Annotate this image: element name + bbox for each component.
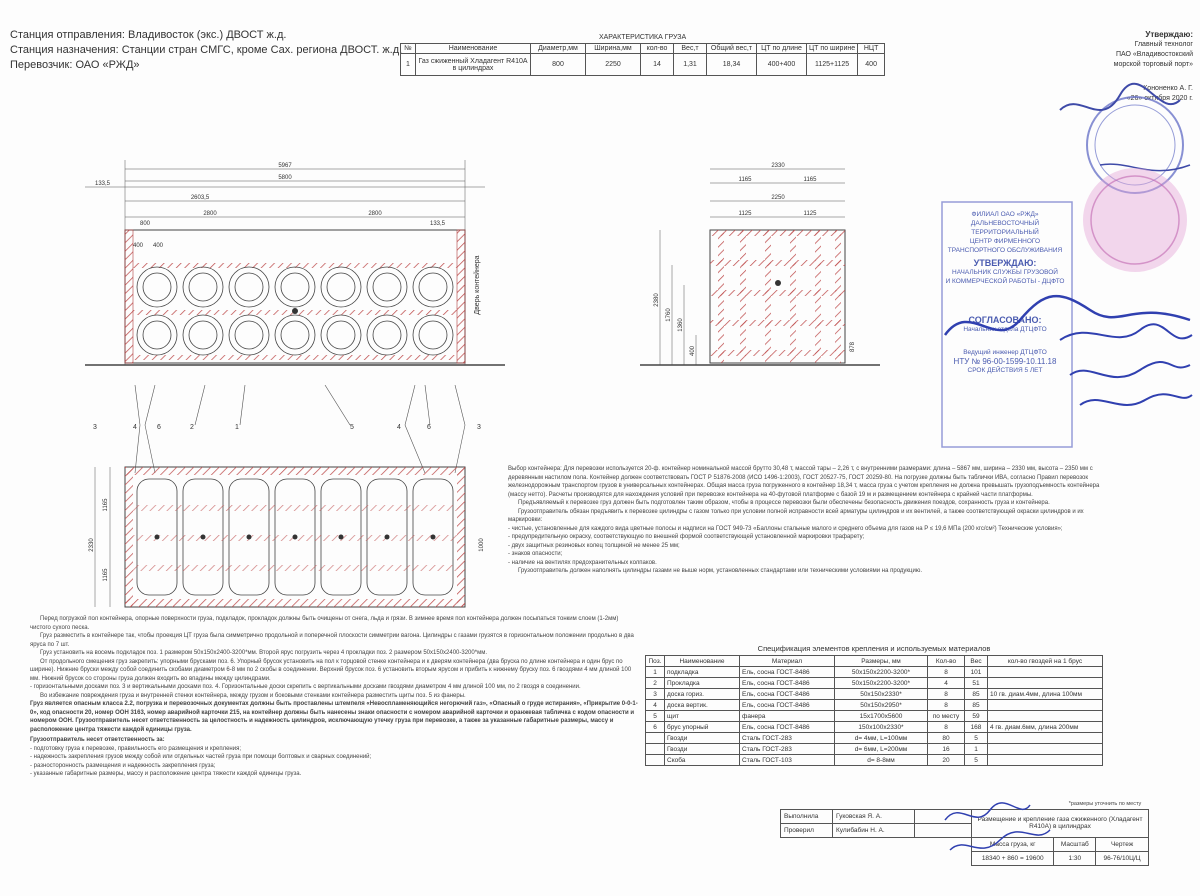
spec-cell: 3 (646, 689, 665, 700)
tb-doc-title: Размещение и крепление газа сжиженного (Хладагент R410A) в цилиндрах (972, 809, 1149, 837)
resp-item-3: - разносторонность размещения и надежность закрепления груза; (30, 762, 216, 769)
loading-instructions (30, 615, 638, 779)
v-dim-1360: 1360 (678, 318, 684, 332)
dim-133-right: 133,5 (430, 221, 446, 227)
end-dim-1165-b: 1165 (803, 177, 817, 183)
stamp-line-4: ТРАНСПОРТНОГО ОБСЛУЖИВАНИЯ (947, 247, 1063, 254)
shipment-header (10, 28, 402, 73)
tb-role-1: Выполнила (781, 809, 833, 823)
tb-mass-label: Масса груза, кг (972, 837, 1054, 851)
spec-cell: 5 (965, 733, 988, 744)
plan-view-drawing (85, 465, 505, 615)
spec-cell: Ель, сосна ГОСТ-8486 (740, 689, 835, 700)
spec-col-name: Наименование (665, 656, 740, 667)
cargo-table-title: ХАРАКТЕРИСТИКА ГРУЗА (598, 34, 687, 41)
spec-cell: d= 4мм, L=100мм (835, 733, 928, 744)
note-container-choice: Выбор контейнера: Для перевозки используется 20-ф. контейнер номинальной массой брутто 30,48 т, массой тары – 2,26 т, с внутренними размерами: длина – 5867 мм, ширина – 2330 мм, высота – 2350 мм с деревянным настилом пола. Контейнер должен соответствовать ГОСТ Р 51876-2008 (ИСО 1496-1:2003), ГОСТ 20527-75, ГОСТ 20259-80. На погрузке должны быть таблички ИВА, согласно Правил перевозок железнодорожным транспортом грузов в универсальных контейнерах. Общая масса груза погруженного в контейнер 18,34 т, масса груза с учетом крепления не должна превышать грузоподъемность контейнера (массу нетто). Расчеты производятся для нахождения условий при перевозке контейнера на 40-футовой платформе с базой 19 м и размещением контейнера с крайней части платформы. (508, 466, 1100, 498)
spec-cell: 50х150х2200-3200* (835, 678, 928, 689)
destination-station: Станция назначения: Станции стран СМГС, кроме Сах. региона ДВОСТ. ж.д. (10, 44, 403, 56)
end-dim-2330: 2330 (771, 163, 785, 169)
approval-company-1: ПАО «Владивостокский (1115, 51, 1193, 58)
spec-cell: щит (665, 711, 740, 722)
spec-row (646, 722, 1103, 733)
spec-cell: 51 (965, 678, 988, 689)
col-diameter: Диаметр,мм (531, 44, 586, 54)
spec-col-qty: Кол-во (928, 656, 965, 667)
signatures (940, 200, 1195, 460)
title-block-signatures (940, 790, 1060, 870)
note-p7: - знаков опасности; (508, 551, 563, 557)
dim-800: 800 (140, 221, 151, 227)
spec-col-material: Материал (740, 656, 835, 667)
spec-cell: Сталь ГОСТ-283 (740, 744, 835, 755)
col-name: Наименование (416, 44, 531, 54)
spec-cell: d= 6мм, L=200мм (835, 744, 928, 755)
spec-col-size: Размеры, мм (835, 656, 928, 667)
v-dim-2380: 2380 (654, 293, 660, 307)
note-left2: Груз разместить в контейнере так, чтобы проекция ЦТ груза была симметрично продольной и поперечной плоскости симметрии вагона. Цилиндры с газами грузятся в горизонтальном положении продольно в два яруса по 7 шт. (30, 633, 634, 648)
spec-row (646, 733, 1103, 744)
door-label: Дверь контейнера (474, 255, 481, 315)
stamp-line-7: И КОММЕРЧЕСКОЙ РАБОТЫ - ДЦФТО (945, 278, 1065, 285)
spec-cell (988, 733, 1103, 744)
v-dim-878: 878 (850, 341, 856, 353)
spec-row (646, 711, 1103, 722)
spec-cell: Гвозди (665, 744, 740, 755)
spec-cell: 101 (965, 667, 988, 678)
spec-cell: 5 (646, 711, 665, 722)
spec-cell (988, 744, 1103, 755)
spec-row (646, 678, 1103, 689)
spec-cell: Ель, сосна ГОСТ-8486 (740, 722, 835, 733)
spec-cell: Скоба (665, 755, 740, 766)
spec-cell: 16 (928, 744, 965, 755)
stamp-validity: СРОК ДЕЙСТВИЯ 5 ЛЕТ (967, 367, 1043, 374)
container-requirements (508, 465, 1100, 576)
spec-cell: 5 (965, 755, 988, 766)
stamp-line-6: НАЧАЛЬНИК СЛУЖБЫ ГРУЗОВОЙ (952, 269, 1058, 276)
cargo-table-header (401, 44, 885, 54)
tb-scale-value: 1:30 (1054, 851, 1096, 865)
callout-4: 4 (133, 424, 137, 431)
spec-cell: d= 8-8мм (835, 755, 928, 766)
spec-cell: 15х1700х5600 (835, 711, 928, 722)
spec-cell: 20 (928, 755, 965, 766)
spec-cell: 50х150х2950* (835, 700, 928, 711)
note-left3: Груз установить на восемь подкладок поз. 1 размером 50х150х2400-3200*мм. Второй ярус погрузить через 4 прокладки поз. 2 размером 50х150х2400-3200*мм. (40, 650, 487, 656)
spec-cell: 1 (965, 744, 988, 755)
stamp-agreed: СОГЛАСОВАНО: (968, 315, 1042, 325)
approval-company-2: морской торговый порт» (1113, 61, 1193, 68)
spec-cell: 50х150х2200-3200* (835, 667, 928, 678)
note-left6: Во избежание повреждения груза и внутренней стенки контейнера, между грузом и боковыми стенками контейнера разместить щиты поз. 5 из фанеры. (40, 692, 466, 699)
spec-row (646, 700, 1103, 711)
spec-cell: доска вертик. (665, 700, 740, 711)
carrier: Перевозчик: ОАО «РЖД» (10, 59, 140, 71)
spec-footnote: *размеры уточнить по месту (1068, 801, 1142, 807)
spec-cell (988, 678, 1103, 689)
approval-label: Утверждаю: (1145, 30, 1193, 39)
callout-6b: 6 (427, 424, 431, 431)
spec-cell: 80 (928, 733, 965, 744)
spec-cell: фанера (740, 711, 835, 722)
departure-station: Станция отправления: Владивосток (экс.) ДВОСТ ж.д. (10, 29, 287, 41)
spec-cell: 4 (646, 700, 665, 711)
resp-item-1: - подготовку груза к перевозке, правильность его размещения и крепления; (30, 745, 241, 752)
spec-cell: Ель, сосна ГОСТ-8486 (740, 700, 835, 711)
col-cg-length: ЦТ по длине (757, 44, 807, 54)
callout-2: 2 (190, 424, 194, 431)
spec-row (646, 689, 1103, 700)
spec-cell: 59 (965, 711, 988, 722)
note-left7: Груз является опасным класса 2.2, погрузка и перевозочных документах должны быть проставлены штемпеля «Невоспламеняющийся негорючий газ», «Опасный о груде истирания», «Прикрытие 0-0-1-0», код опасности 20, номер ООН 3163, номер аварийной карточки 215, на контейнер должны быть нанесены знаки опасности с номером аварийной карточки и оранжевая табличка с кодом опасности и номером ООН. Грузоотправитель несет ответственность за целостность и надежность цилиндров, исключающую утечку груза при перевозке, а также за указанные габаритные размеры, массу и расположение центра тяжести каждой единицы груза. (30, 701, 638, 733)
stamp-line-3: ЦЕНТР ФИРМЕННОГО (969, 238, 1041, 245)
note-p8: - наличие на вентилях предохранительных колпаков. (508, 559, 657, 566)
spec-cell: 8 (928, 667, 965, 678)
col-width: Ширина,мм (586, 44, 641, 54)
callout-1: 1 (235, 424, 239, 431)
spec-cell: Сталь ГОСТ-283 (740, 733, 835, 744)
note-p2: Предъявляемый к перевозке груз должен быть подготовлен таким образом, чтобы в процессе перевозки были обеспечены безопасность движения поездов, сохранность груза и контейнера. (518, 500, 1050, 506)
note-left5: - горизонтальными досками поз. 3 и вертикальными досками поз. 4. Горизонтальные доски скрепить с вертикальными досками гвоздями диаметром 4 мм длиной 100 мм, по 2 гвоздя в соединении. (30, 684, 581, 690)
specification (645, 644, 1103, 766)
col-cg-height: НЦТ (858, 44, 885, 54)
spec-cell (646, 744, 665, 755)
spec-cell: 50х150х2330* (835, 689, 928, 700)
spec-cell: 1 (646, 667, 665, 678)
end-dim-1125-b: 1125 (803, 211, 817, 217)
dim-5800: 5800 (278, 175, 292, 181)
spec-title: Спецификация элементов крепления и используемых материалов (757, 644, 991, 653)
col-qty: кол-во (641, 44, 674, 54)
callout-6: 6 (157, 424, 161, 431)
spec-col-nails: кол-во гвоздей на 1 брус (988, 656, 1103, 667)
note-p6: - двух защитных резиновых колец толщиной не менее 25 мм; (508, 542, 680, 549)
spec-cell: Ель, сосна ГОСТ-8486 (740, 667, 835, 678)
spec-row (646, 744, 1103, 755)
spec-cell (988, 755, 1103, 766)
cargo-table-row: 1 Газ сжиженный Хладагент R410A в цилиндрах 800 2250 14 1,31 18,34 400+400 1125+1125 400 (401, 54, 885, 76)
tb-sheet-label: Чертеж (1096, 837, 1149, 851)
callout-3: 3 (93, 424, 97, 431)
spec-cell: Гвозди (665, 733, 740, 744)
spec-cell (988, 711, 1103, 722)
cargo-table (400, 43, 885, 76)
approval-date: «26» октября 2020 г. (1126, 95, 1193, 102)
plan-dim-1000: 1000 (479, 538, 485, 552)
callout-4b: 4 (397, 424, 401, 431)
spec-cell: 8 (928, 700, 965, 711)
note-p4: - чистые, установленные для каждого вида цветные полосы и надписи на ГОСТ 949-73 «Баллоны стальные малого и среднего объема для газов на Р ≤ 19,6 МПа (200 кгс/см²) Технические условия»; (508, 525, 1063, 532)
spec-header (646, 656, 1103, 667)
dim-2800-a: 2800 (203, 211, 217, 217)
callout-3b: 3 (477, 424, 481, 431)
stamp-line-1: ФИЛИАЛ ОАО «РЖД» (971, 211, 1039, 218)
dim-2603: 2603,5 (190, 195, 210, 201)
note-left1: Перед погрузкой пол контейнера, опорные поверхности груза, подкладок, прокладок должны быть очищены от снега, льда и грязи. В зимнее время пол контейнера должен посыпаться тонким слоем (1-2мм) чистого сухого песка. (30, 616, 619, 631)
tb-name-2: Кулибабин Н. А. (833, 823, 915, 837)
spec-row (646, 755, 1103, 766)
dim-133-left: 133,5 (95, 181, 111, 187)
spec-cell: 10 гв. диам.4мм, длина 100мм (988, 689, 1103, 700)
plan-dim-1165-b: 1165 (103, 568, 109, 582)
spec-cell (646, 733, 665, 744)
tb-scale-label: Масштаб (1054, 837, 1096, 851)
v-dim-400: 400 (690, 345, 696, 357)
spec-cell: 85 (965, 689, 988, 700)
spec-cell: 85 (965, 700, 988, 711)
approval-position: Главный технолог (1134, 41, 1193, 48)
col-weight: Вес,т (674, 44, 707, 54)
stamp-approve: УТВЕРЖДАЮ: (973, 258, 1037, 268)
dim-400-a: 400 (133, 243, 144, 249)
responsibility-title: Грузоотправитель несет ответственность за: (30, 737, 165, 743)
stamp-line-2: ДАЛЬНЕВОСТОЧНЫЙ ТЕРРИТОРИАЛЬНЫЙ (970, 220, 1040, 236)
col-total-weight: Общий вес,т (707, 44, 757, 54)
cargo-characteristics (400, 34, 885, 76)
end-dim-1165-a: 1165 (738, 177, 752, 183)
spec-cell: по месту (928, 711, 965, 722)
approval-signer: Кононенко А. Г. (1143, 85, 1193, 92)
spec-cell: Прокладка (665, 678, 740, 689)
plan-dim-1165-a: 1165 (103, 498, 109, 512)
spec-cell: подкладка (665, 667, 740, 678)
stamp-line-10: Ведущий инженер ДТЦФТО (963, 349, 1047, 356)
col-no: № (401, 44, 416, 54)
callout-5: 5 (350, 424, 354, 431)
spec-cell: 8 (928, 722, 965, 733)
end-dim-1125-a: 1125 (738, 211, 752, 217)
spec-cell: 2 (646, 678, 665, 689)
resp-item-2: - надежность закрепления грузов между собой или отдельных частей груза при помощи болтовых и сварных соединений; (30, 754, 372, 760)
spec-row (646, 667, 1103, 678)
note-p3: Грузоотправитель обязан предъявить к перевозке цилиндры с газом только при условии полной исправности всей арматуры цилиндров и их вентилей, а также соответствующей окраски цилиндров и их маркировки: (508, 508, 1084, 523)
end-dim-2250: 2250 (771, 195, 785, 201)
tb-sheet-value: 96-76/10Ц/Ц (1096, 851, 1149, 865)
spec-cell: Сталь ГОСТ-103 (740, 755, 835, 766)
end-view-drawing (640, 155, 880, 385)
spec-cell (988, 700, 1103, 711)
stamp-ntu: НТУ № 96-00-1599-10.11.18 (953, 357, 1057, 366)
spec-cell: 4 (928, 678, 965, 689)
stamp-line-9: Начальник отдела ДТЦФТО (963, 326, 1047, 333)
v-dim-1760: 1760 (666, 308, 672, 322)
spec-table (645, 655, 1103, 766)
plan-dim-2330: 2330 (89, 538, 95, 552)
tb-name-1: Гуковская Я. А. (833, 809, 915, 823)
col-cg-width: ЦТ по ширине (807, 44, 858, 54)
spec-col-weight: Вес (965, 656, 988, 667)
spec-cell: 168 (965, 722, 988, 733)
callout-leaders (85, 385, 525, 475)
spec-cell: брус упорный (665, 722, 740, 733)
note-left4: От продольного смещения груз закрепить: упорными брусками поз. 6. Упорный брусок установить на пол к торцовой стенке контейнера и к дверям контейнера (два бруска по длине контейнера и один брус по ширине). Нижние бруски между собой соединить скобами диаметром 6-8 мм по 2 скобы в соединении. Верхний брусок поз. 6 установить вторым ярусом и прибить к нижнему бруску поз. 6 гвоздями 4 мм длиной 100 мм. Нижний брусок со стороны груза должен входить во впадины между цилиндрами. (30, 658, 632, 682)
spec-cell: 150х100х2330* (835, 722, 928, 733)
dim-400-b: 400 (153, 243, 164, 249)
dim-2800-b: 2800 (368, 211, 382, 217)
tb-role-2: Проверил (781, 823, 833, 837)
tb-mass-value: 18340 + 860 = 19600 (972, 851, 1054, 865)
spec-cell (988, 667, 1103, 678)
spec-col-pos: Поз. (646, 656, 665, 667)
spec-cell: 6 (646, 722, 665, 733)
resp-item-4: - указанные габаритные размеры, массу и расположение центра тяжести каждой единицы груза. (30, 771, 302, 777)
spec-cell: 4 гв. диам.6мм, длина 200мм (988, 722, 1103, 733)
note-p5: - предупредительную окраску, соответствующую по внешней формой соответствующей установленной маркировки трафарету; (508, 534, 865, 540)
side-view-drawing (85, 155, 505, 385)
spec-cell: доска гориз. (665, 689, 740, 700)
spec-cell: 8 (928, 689, 965, 700)
note-p9: Грузоотправитель должен наполнять цилиндры газами не выше норм, установленных стандартами или техническими условиями на продукцию. (518, 568, 922, 574)
dim-5967: 5967 (278, 163, 292, 169)
spec-cell: Ель, сосна ГОСТ-8486 (740, 678, 835, 689)
spec-cell (646, 755, 665, 766)
